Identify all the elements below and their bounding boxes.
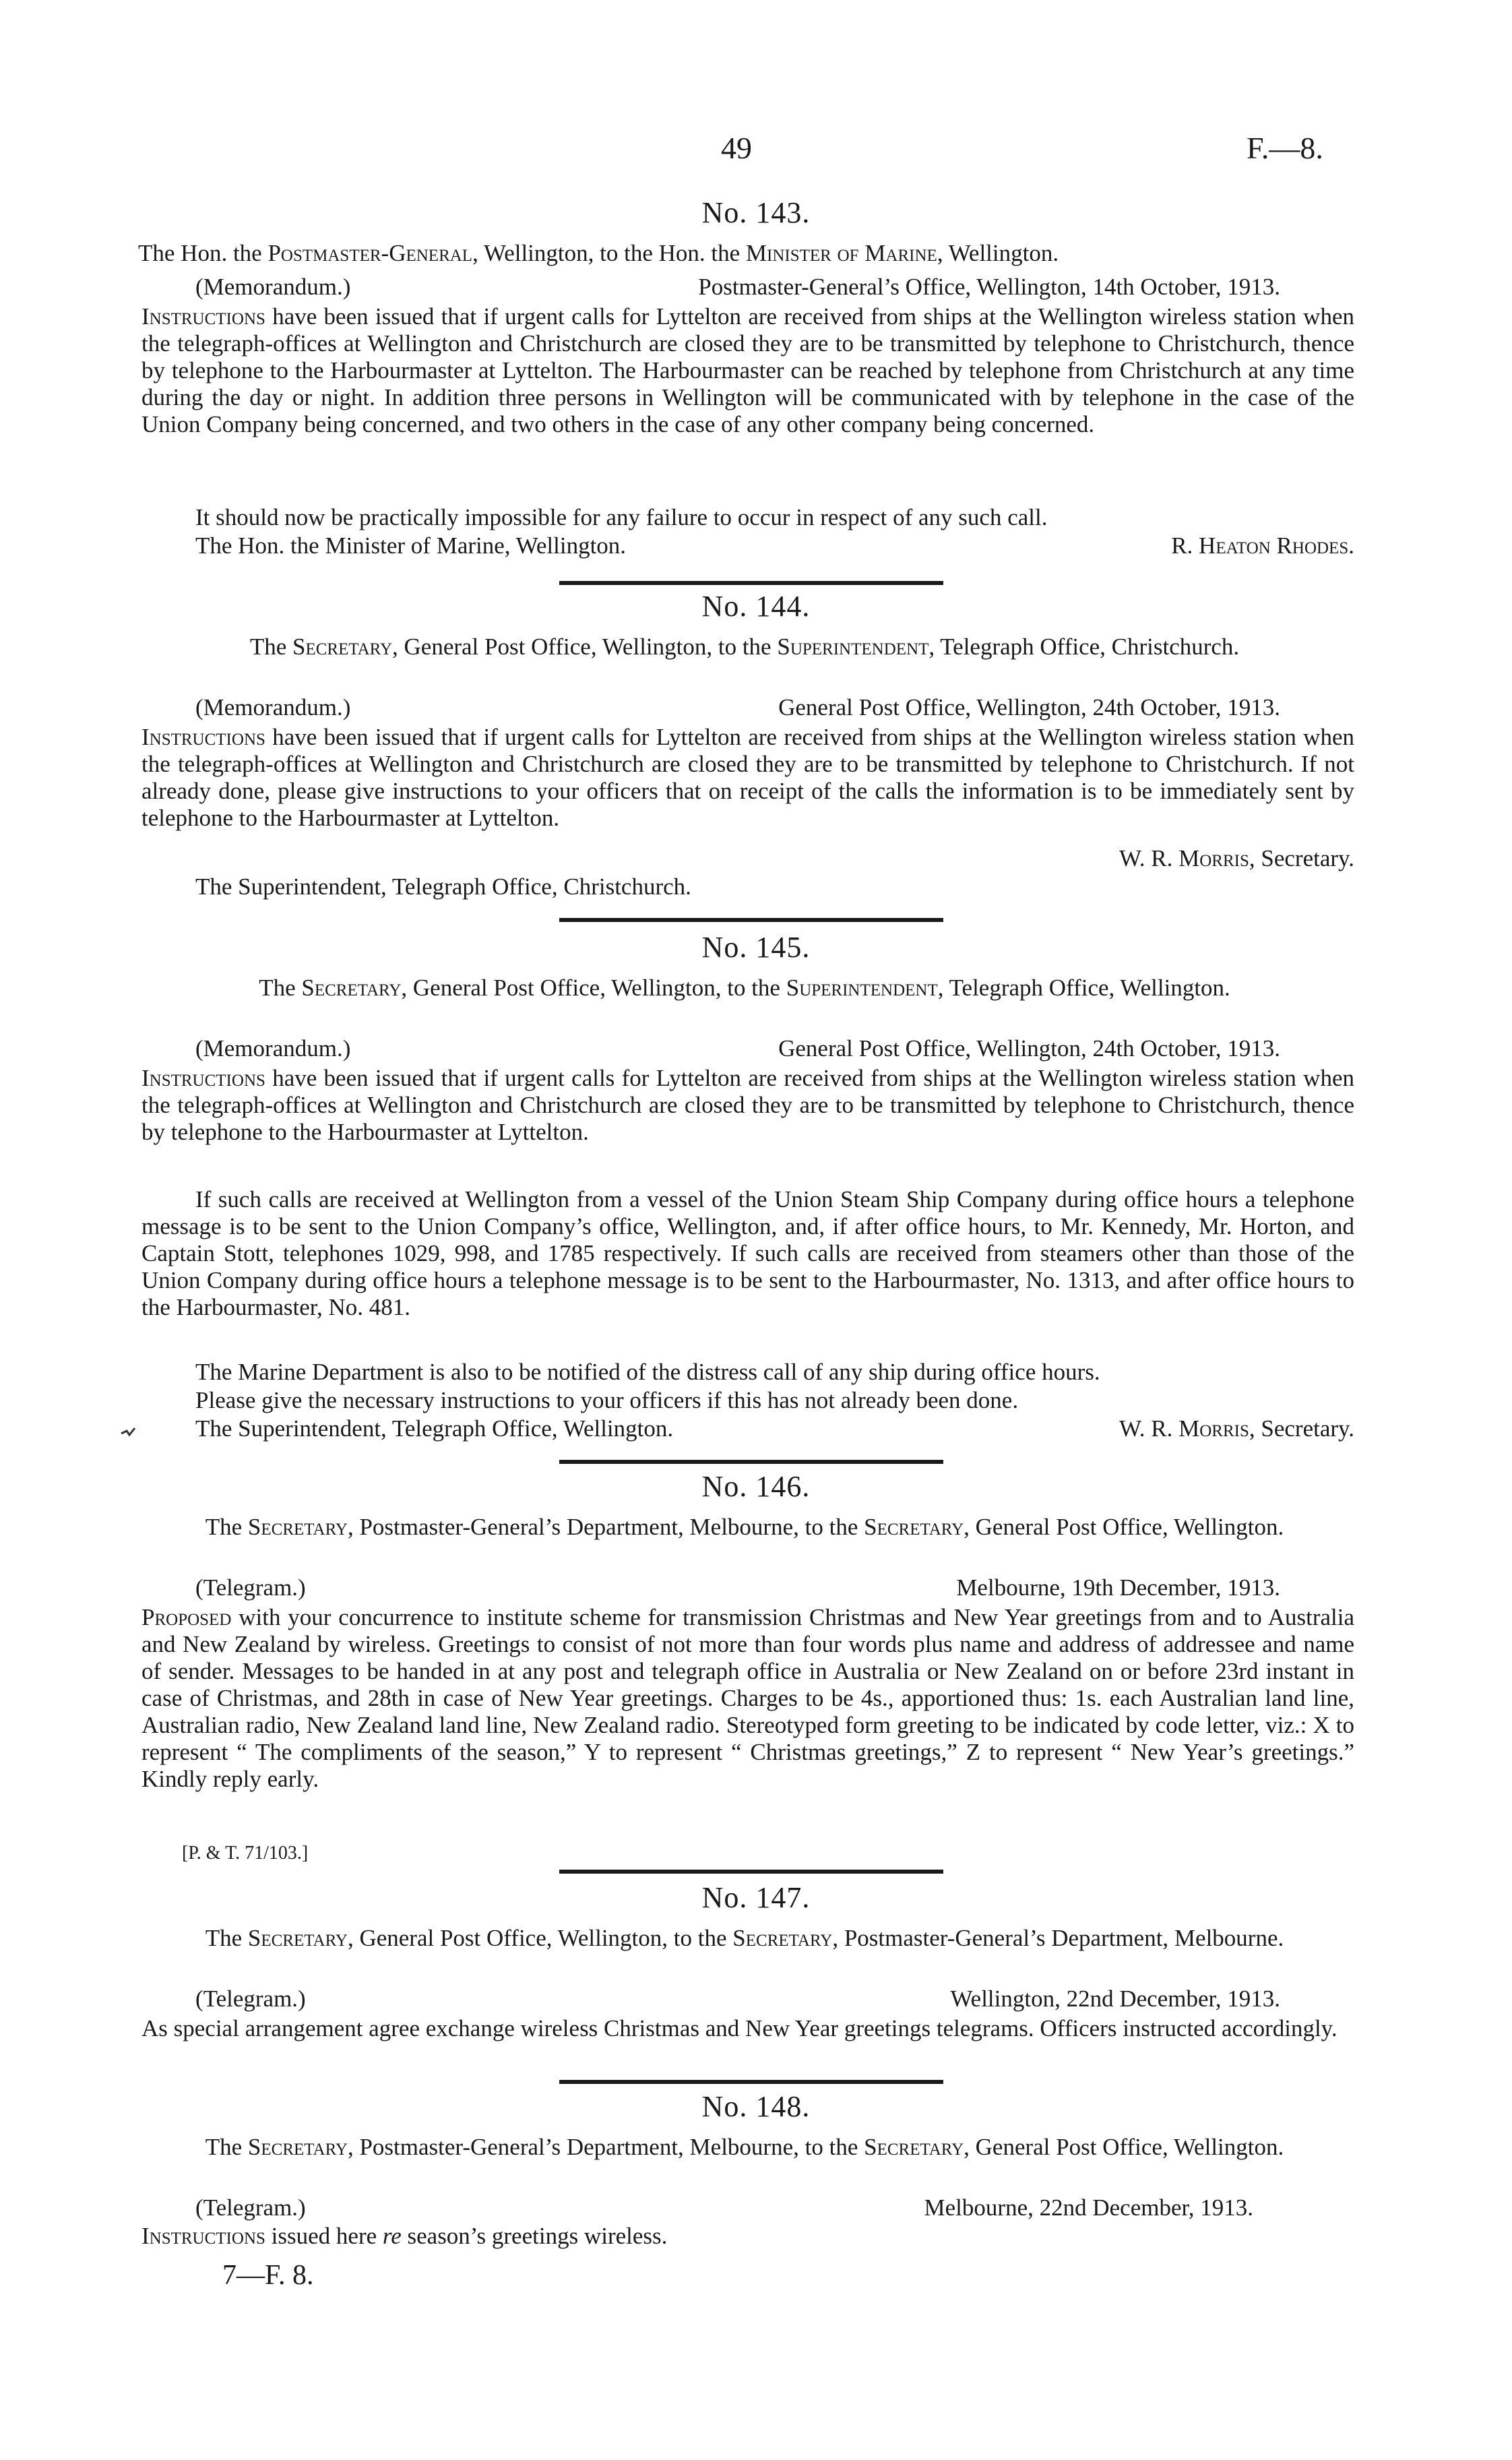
section-146-number: No. 146.: [701, 1470, 811, 1503]
section-145-mode: (Memorandum.): [195, 1035, 351, 1062]
section-147-number: No. 147.: [701, 1881, 811, 1914]
section-146-address: The Secretary, Postmaster-General’s Department, Melbourne, to the Secretary, General Post Office, Wellington.: [205, 1514, 1284, 1540]
section-145-para4: Please give the necessary instructions to your officers if this has not already been done.: [195, 1387, 1019, 1413]
document-reference: F.—8.: [1247, 131, 1323, 165]
section-147-mode: (Telegram.): [195, 1986, 306, 2012]
section-147-body: As special arrangement agree exchange wireless Christmas and New Year greetings telegrams. Officers instructed accordingly.: [141, 2015, 1337, 2041]
section-148-mode: (Telegram.): [195, 2194, 306, 2221]
section-143-number: No. 143.: [701, 196, 811, 229]
section-144-mode: (Memorandum.): [195, 694, 351, 720]
page-number: 49: [721, 131, 752, 165]
section-144-body: Instructions have been issued that if urgent calls for Lyttelton are received from ships at the Wellington wireless station when the telegraph-offices at Wellington and Christchurch are closed they are to be transmitted by telephone to Christchurch. If not already done, please give instructions to your officers that on receipt of the calls the information is to be immediately sent by telephone to the Harbourmaster at Lyttelton.: [141, 724, 1354, 831]
section-143-address: The Hon. the Postmaster-General, Wellington, to the Hon. the Minister of Marine, Wellington.: [138, 240, 1059, 266]
section-146-dateline: Melbourne, 19th December, 1913.: [956, 1574, 1280, 1601]
section-144-number: No. 144.: [701, 590, 811, 623]
section-144-signature: W. R. Morris, Secretary.: [1119, 845, 1354, 871]
section-145-body: Instructions have been issued that if urgent calls for Lyttelton are received from ships at the Wellington wireless station when the telegraph-offices at Wellington and Christchurch are closed they are to be transmitted by telephone to Christchurch, thence by telephone to the Harbourmaster at Lyttelton.: [141, 1065, 1354, 1145]
section-148-number: No. 148.: [701, 2090, 811, 2123]
section-143-recipient: The Hon. the Minister of Marine, Wellington.: [195, 532, 627, 559]
section-147-address: The Secretary, General Post Office, Wellington, to the Secretary, Postmaster-General’s Department, Melbourne.: [205, 1925, 1284, 1951]
section-143-dateline: Postmaster-General’s Office, Wellington, 14th October, 1913.: [698, 274, 1280, 300]
stray-mark-icon: [120, 1425, 136, 1439]
section-148-address: The Secretary, Postmaster-General’s Department, Melbourne, to the Secretary, General Post Office, Wellington.: [205, 2134, 1284, 2160]
section-146-body: Proposed with your concurrence to institute scheme for transmission Christmas and New Year greetings from and to Australia and New Zealand by wireless. Greetings to consist of not more than four words plus name and address of addressee and name of sender. Messages to be handed in at any post and telegraph office in Australia or New Zealand on or before 23rd instant in case of Christmas, and 28th in case of New Year greetings. Charges to be 4s., apportioned thus: 1s. each Australian land line, Australian radio, New Zealand land line, New Zealand radio. Stereotyped form greeting to be indicated by code letter, viz.: X to represent “ The compliments of the season,” Y to represent “ Christmas greetings,” Z to represent “ New Year’s greetings.” Kindly reply early.: [141, 1604, 1354, 1792]
section-148-dateline: Melbourne, 22nd December, 1913.: [924, 2194, 1253, 2221]
section-145-dateline: General Post Office, Wellington, 24th October, 1913.: [778, 1035, 1280, 1062]
section-divider: [559, 1460, 943, 1464]
section-146-mode: (Telegram.): [195, 1574, 306, 1601]
section-144-recipient: The Superintendent, Telegraph Office, Christchurch.: [195, 873, 691, 900]
margin-mark: [120, 1421, 136, 1448]
section-145-signature: W. R. Morris, Secretary.: [1119, 1415, 1354, 1442]
section-145-recipient: The Superintendent, Telegraph Office, Wellington.: [195, 1415, 674, 1442]
section-145-address: The Secretary, General Post Office, Wellington, to the Superintendent, Telegraph Office, Wellington.: [259, 975, 1230, 1001]
section-144-dateline: General Post Office, Wellington, 24th October, 1913.: [778, 694, 1280, 720]
section-divider: [559, 918, 943, 922]
printer-signature-mark: 7—F. 8.: [222, 2260, 314, 2291]
section-143-mode: (Memorandum.): [195, 274, 351, 300]
section-143-body: Instructions have been issued that if urgent calls for Lyttelton are received from ships at the Wellington wireless station when the telegraph-offices at Wellington and Christchurch are closed they are to be transmitted by telephone to Christchurch, thence by telephone to the Harbourmaster at Lyttelton. The Harbourmaster can be reached by telephone from Christchurch at any time during the day or night. In addition three persons in Wellington will be communicated with by telephone in the case of the Union Company being concerned, and two others in the case of any other company being concerned.: [141, 303, 1354, 437]
section-145-number: No. 145.: [701, 931, 811, 964]
section-divider: [559, 2080, 943, 2084]
section-148-body: Instructions issued here re season’s greetings wireless.: [141, 2223, 668, 2249]
section-147-dateline: Wellington, 22nd December, 1913.: [950, 1986, 1280, 2012]
section-146-file-reference: [P. & T. 71/103.]: [182, 1843, 309, 1864]
section-145-para3: The Marine Department is also to be notified of the distress call of any ship during office hours.: [195, 1359, 1100, 1385]
section-divider: [559, 1870, 943, 1874]
section-divider: [559, 581, 943, 585]
section-145-para2: If such calls are received at Wellington from a vessel of the Union Steam Ship Company during office hours a telephone message is to be sent to the Union Company’s office, Wellington, and, if after office hours, to Mr. Kennedy, Mr. Horton, and Captain Stott, telephones 1029, 998, and 1785 respectively. If such calls are received from steamers other than those of the Union Company during office hours a telephone message is to be sent to the Harbourmaster, No. 1313, and after office hours to the Harbourmaster, No. 481.: [141, 1186, 1354, 1320]
section-144-address: The Secretary, General Post Office, Wellington, to the Superintendent, Telegraph Office, Christchurch.: [249, 634, 1240, 660]
section-143-signature: R. Heaton Rhodes.: [1171, 532, 1354, 559]
section-143-para2: It should now be practically impossible for any failure to occur in respect of any such call.: [195, 504, 1048, 530]
